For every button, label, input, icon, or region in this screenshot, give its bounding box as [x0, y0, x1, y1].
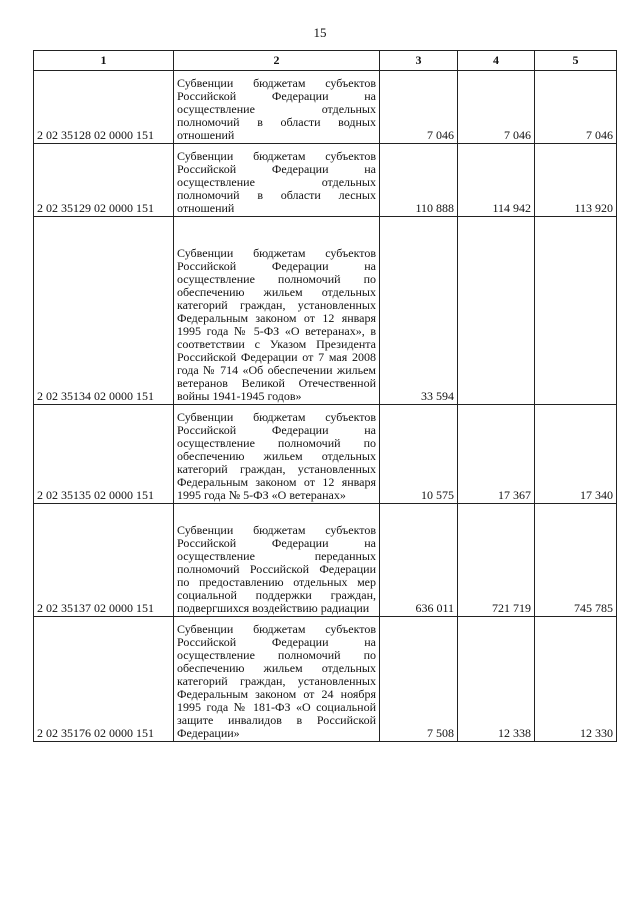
row-col3: 33 594: [380, 217, 458, 405]
row-col5: [535, 217, 617, 405]
row-col5: 17 340: [535, 405, 617, 504]
row-col3: 110 888: [380, 144, 458, 217]
header-col-4: 4: [458, 51, 535, 71]
row-col3: 636 011: [380, 504, 458, 617]
row-col4: 17 367: [458, 405, 535, 504]
table-row: [34, 405, 617, 504]
row-col5: 745 785: [535, 504, 617, 617]
header-row: [34, 51, 617, 71]
row-col3: 10 575: [380, 405, 458, 504]
row-col4: 721 719: [458, 504, 535, 617]
row-code: 2 02 35137 02 0000 151: [34, 504, 174, 617]
table-row: [34, 71, 617, 144]
table-row: [34, 144, 617, 217]
row-description: Субвенции бюджетам субъектов Российской Федерации на осуществление полномочий по обеспечению жильем отдельных категорий граждан, установленных Федеральным законом от 12 января 1995 года № 5-ФЗ «О ветеранах», в соответствии с Указом Президента Российской Федерации от 7 мая 2008 года № 714 «Об обеспечении жильем ветеранов Великой Отечественной войны 1941-1945 годов»: [174, 217, 380, 405]
page-number: 15: [313, 25, 327, 40]
row-code: 2 02 35135 02 0000 151: [34, 405, 174, 504]
table-row: [34, 504, 617, 617]
row-col5: 7 046: [535, 71, 617, 144]
row-col3: 7 508: [380, 617, 458, 742]
row-description: Субвенции бюджетам субъектов Российской Федерации на осуществление отдельных полномочий в области лесных отношений: [174, 144, 380, 217]
budget-table: [33, 50, 617, 742]
row-code: 2 02 35128 02 0000 151: [34, 71, 174, 144]
row-code: 2 02 35134 02 0000 151: [34, 217, 174, 405]
row-col3: 7 046: [380, 71, 458, 144]
row-col4: 7 046: [458, 71, 535, 144]
table-row: [34, 217, 617, 405]
row-description: Субвенции бюджетам субъектов Российской Федерации на осуществление полномочий по обеспечению жильем отдельных категорий граждан, установленных Федеральным законом от 24 ноября 1995 года № 181-ФЗ «О социальной защите инвалидов в Российской Федерации»: [174, 617, 380, 742]
row-col4: 12 338: [458, 617, 535, 742]
header-col-1: 1: [34, 51, 174, 71]
row-col4: [458, 217, 535, 405]
table-row: [34, 617, 617, 742]
row-col5: 113 920: [535, 144, 617, 217]
row-col5: 12 330: [535, 617, 617, 742]
row-description: Субвенции бюджетам субъектов Российской Федерации на осуществление отдельных полномочий в области водных отношений: [174, 71, 380, 144]
header-col-5: 5: [535, 51, 617, 71]
row-code: 2 02 35129 02 0000 151: [34, 144, 174, 217]
row-code: 2 02 35176 02 0000 151: [34, 617, 174, 742]
header-col-2: 2: [174, 51, 380, 71]
row-description: Субвенции бюджетам субъектов Российской Федерации на осуществление переданных полномочий Российской Федерации по предоставлению отдельных мер социальной поддержки граждан, подвергшихся воздействию радиации: [174, 504, 380, 617]
row-col4: 114 942: [458, 144, 535, 217]
row-description: Субвенции бюджетам субъектов Российской Федерации на осуществление полномочий по обеспечению жильем отдельных категорий граждан, установленных Федеральным законом от 12 января 1995 года № 5-ФЗ «О ветеранах»: [174, 405, 380, 504]
header-col-3: 3: [380, 51, 458, 71]
